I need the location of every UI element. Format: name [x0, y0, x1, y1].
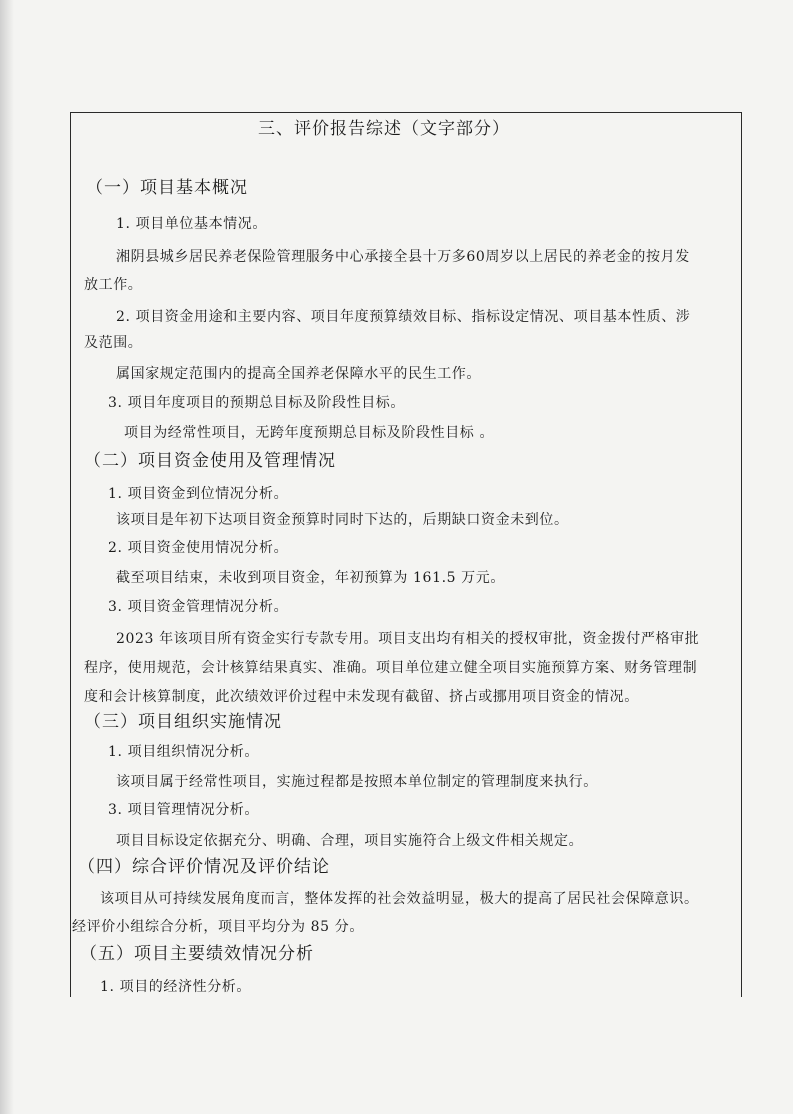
item-label: 3. 项目管理情况分析。 — [108, 802, 260, 818]
page-title: 三、评价报告综述（文字部分） — [258, 119, 510, 139]
paragraph-line: 项目目标设定依据充分、明确、合理，项目实施符合上级文件相关规定。 — [116, 833, 584, 849]
paragraph-line: 程序，使用规范，会计核算结果真实、准确。项目单位建立健全项目实施预算方案、财务管理制 — [84, 660, 698, 676]
paragraph-line: 度和会计核算制度，此次绩效评价过程中未发现有截留、挤占或挪用项目资金的情况。 — [84, 689, 639, 705]
section-heading-1: （一）项目基本概况 — [86, 178, 248, 198]
item-label: 3. 项目年度项目的预期总目标及阶段性目标。 — [108, 395, 406, 411]
section-heading-3: （三）项目组织实施情况 — [84, 712, 282, 732]
item-label: 1. 项目资金到位情况分析。 — [108, 486, 289, 502]
paragraph-line: 该项目属于经常性项目，实施过程都是按照本单位制定的管理制度来执行。 — [116, 774, 598, 790]
item-label: 及范围。 — [84, 335, 143, 351]
item-label: 1. 项目的经济性分析。 — [100, 979, 252, 995]
section-heading-5: （五）项目主要绩效情况分析 — [80, 944, 314, 964]
paragraph-line: 截至项目结束，未收到项目资金，年初预算为 161.5 万元。 — [116, 570, 505, 586]
item-label: 2. 项目资金使用情况分析。 — [108, 540, 289, 556]
paragraph-line: 湘阴县城乡居民养老保险管理服务中心承接全县十万多60周岁以上居民的养老金的按月发 — [116, 249, 690, 265]
item-label: 1. 项目组织情况分析。 — [108, 744, 260, 760]
paragraph-line: 经评价小组综合分析，项目平均分为 85 分。 — [72, 919, 364, 935]
item-label: 3. 项目资金管理情况分析。 — [108, 599, 289, 615]
paragraph-line: 项目为经常性项目，无跨年度预期总目标及阶段性目标 。 — [124, 425, 495, 441]
paragraph-line: 该项目是年初下达项目资金预算时同时下达的，后期缺口资金未到位。 — [116, 512, 569, 528]
item-label: 2. 项目资金用途和主要内容、项目年度预算绩效目标、指标设定情况、项目基本性质、涉 — [116, 309, 691, 325]
paragraph-line: 2023 年该项目所有资金实行专款专用。项目支出均有相关的授权审批，资金拨付严格审批 — [116, 631, 700, 647]
paragraph-line: 属国家规定范围内的提高全国养老保障水平的民生工作。 — [116, 366, 481, 382]
section-heading-4: （四）综合评价情况及评价结论 — [78, 857, 330, 877]
paragraph-line: 该项目从可持续发展角度而言，整体发挥的社会效益明显，极大的提高了居民社会保障意识。 — [100, 891, 699, 907]
section-heading-2: （二）项目资金使用及管理情况 — [84, 451, 336, 471]
item-label: 1. 项目单位基本情况。 — [116, 216, 268, 232]
paragraph-line: 放工作。 — [84, 277, 143, 293]
scan-edge-shadow — [0, 0, 14, 1114]
